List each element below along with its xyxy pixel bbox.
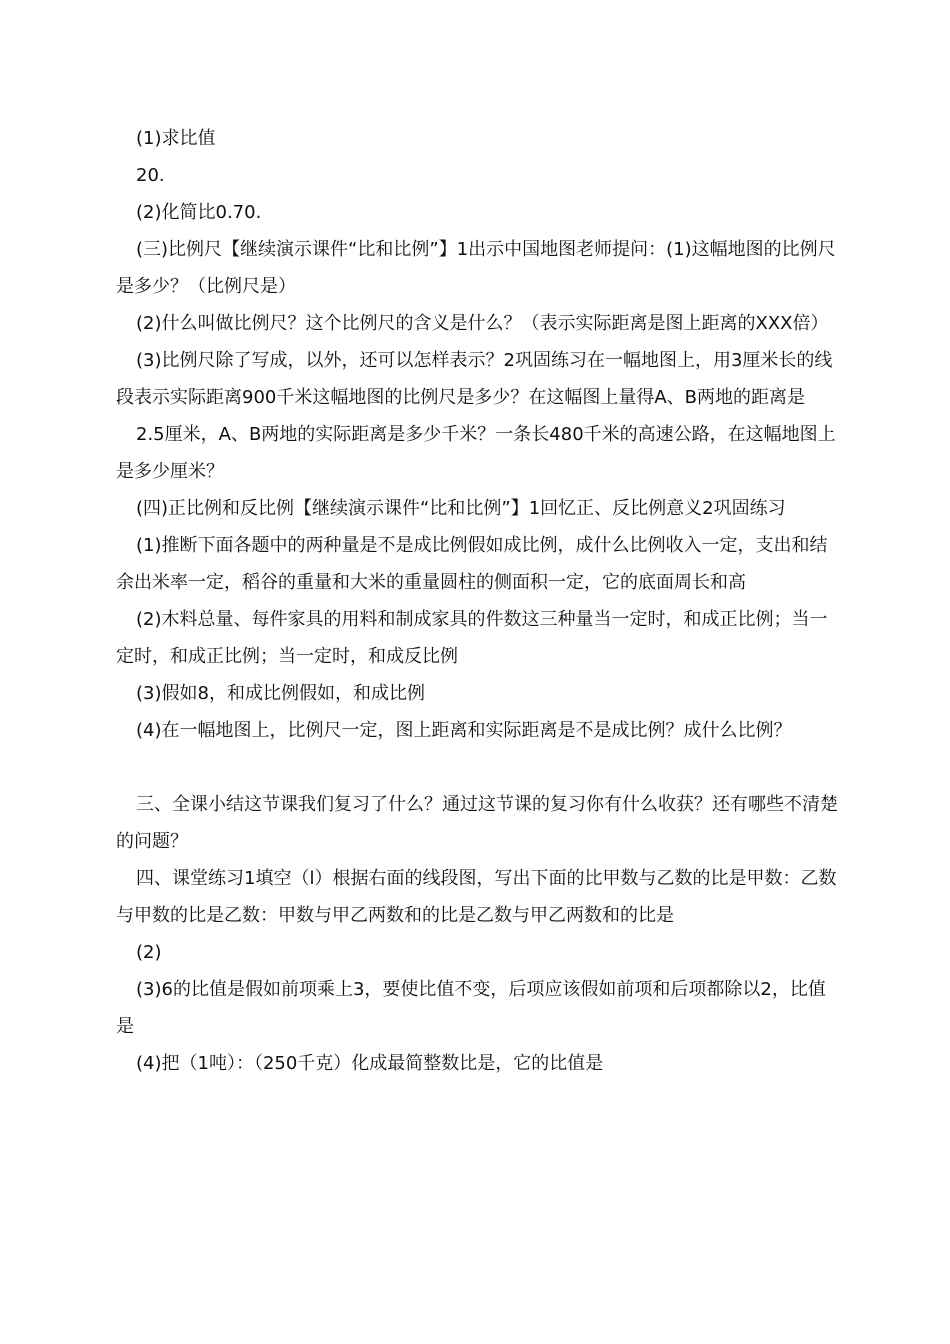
paragraph-scale-section: (三)比例尺【继续演示课件“比和比例”】1出示中国地图老师提问：(1)这幅地图的比例尺是多少？（比例尺是） <box>116 239 836 297</box>
paragraph-scale-other-forms: (3)比例尺除了写成，以外，还可以怎样表示？2巩固练习在一幅地图上，用3厘米长的线段表示实际距离900千米这幅地图的比例尺是多少？在这幅图上量得A、B两地的距离是 <box>116 350 833 408</box>
paragraph-item-3: (3)6的比值是假如前项乘上3，要使比值不变，后项应该假如前项和后项都除以2，比值是 <box>116 979 826 1037</box>
paragraph-proportion-section: (四)正比例和反比例【继续演示课件“比和比例”】1回忆正、反比例意义2巩固练习 <box>136 498 786 519</box>
paragraph-lesson-summary: 三、全课小结这节课我们复习了什么？通过这节课的复习你有什么收获？还有哪些不清楚的问题？ <box>116 794 838 852</box>
paragraph-item-2: (2) <box>136 942 162 963</box>
paragraph-map-scale-question: (4)在一幅地图上，比例尺一定，图上距离和实际距离是不是成比例？成什么比例？ <box>136 720 792 741</box>
document-body <box>116 120 838 1082</box>
paragraph-find-ratio: (1)求比值 <box>136 128 216 149</box>
paragraph-class-exercise: 四、课堂练习1填空（l）根据右面的线段图，写出下面的比甲数与乙数的比是甲数：乙数与甲数的比是乙数：甲数与甲乙两数和的比是乙数与甲乙两数和的比是 <box>116 868 837 926</box>
paragraph-judge-proportion: (1)推断下面各题中的两种量是不是成比例假如成比例，成什么比例收入一定，支出和结余出米率一定，稻谷的重量和大米的重量圆柱的侧面积一定，它的底面周长和高 <box>116 535 828 593</box>
paragraph-wood-furniture: (2)木料总量、每件家具的用料和制成家具的件数这三种量当一定时，和成正比例；当一定时，和成正比例；当一定时，和成反比例 <box>116 609 828 667</box>
paragraph-if-eight: (3)假如8，和成比例假如，和成比例 <box>136 683 425 704</box>
paragraph-scale-distance: 2.5厘米，A、B两地的实际距离是多少千米？一条长480千米的高速公路，在这幅地图上是多少厘米？ <box>116 424 836 482</box>
paragraph-simplify-ratio: (2)化简比0.70. <box>136 202 262 223</box>
paragraph-item-4: (4)把（1吨）：（250千克）化成最简整数比是，它的比值是 <box>136 1053 604 1074</box>
paragraph-value-20: 20. <box>136 165 165 186</box>
paragraph-what-is-scale: (2)什么叫做比例尺？这个比例尺的含义是什么？（表示实际距离是图上距离的XXX倍） <box>136 313 829 334</box>
